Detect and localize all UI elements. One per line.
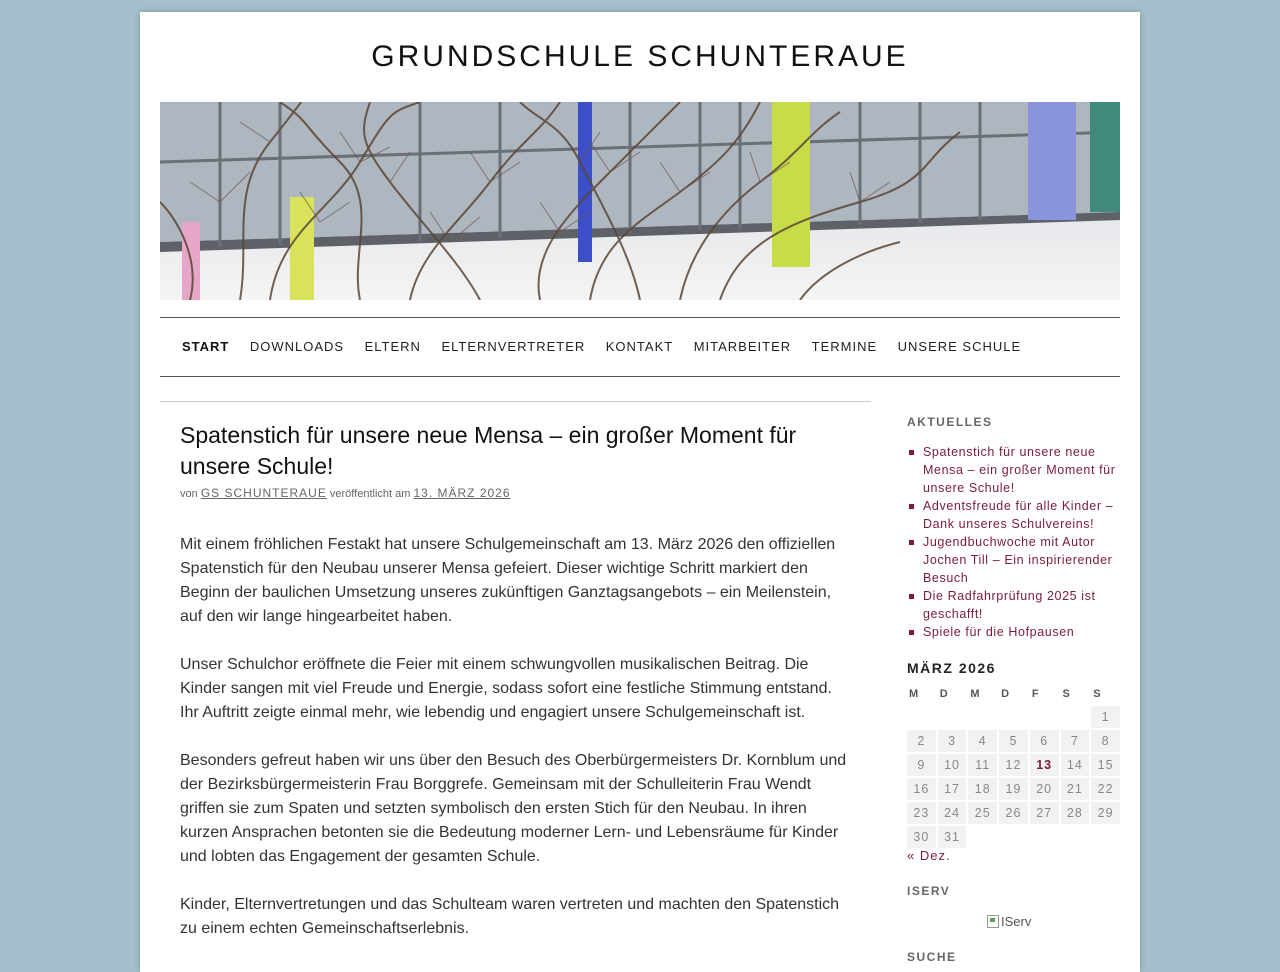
calendar-weekday: S	[1062, 688, 1070, 700]
post-meta	[180, 486, 511, 500]
nav-item-downloads[interactable]: DOWNLOADS	[249, 339, 345, 354]
calendar-day: 22	[1091, 778, 1120, 800]
main-navigation	[160, 317, 1120, 377]
calendar-day: 14	[1061, 754, 1090, 776]
widget-title-iserv: ISERV	[907, 884, 951, 898]
calendar-day: 19	[999, 778, 1028, 800]
calendar-day: 3	[938, 730, 967, 752]
calendar-weekday: M	[970, 688, 980, 700]
post-paragraph: Besonders gefreut haben wir uns über den Besuch des Oberbürgermeisters Dr. Kornblum und der Bezirksbürgermeisterin Frau Borggrefe. Gemeinsam mit der Schulleiterin Frau Wendt griffen sie zum Spaten und setzten symbolisch den ersten Stich für den Neubau. In ihren kurzen Ansprachen betonten sie die Bedeutung moderner Lern- und Lebensräume für Kinder und lobten das Engagement der gesamten Schule.	[180, 752, 847, 865]
calendar-day: 17	[938, 778, 967, 800]
calendar-day: 28	[1061, 802, 1090, 824]
calendar-day: 1	[1091, 706, 1120, 728]
calendar-day: 10	[938, 754, 967, 776]
calendar-empty-cell	[1061, 706, 1090, 728]
calendar-day: 26	[999, 802, 1028, 824]
post-title[interactable]: Spatenstich für unsere neue Mensa – ein großer Moment für unsere Schule!	[180, 422, 797, 479]
calendar-day: 18	[968, 778, 997, 800]
site-title[interactable]: GRUNDSCHULE SCHUNTERAUE	[371, 40, 909, 73]
nav-item-kontakt[interactable]: KONTAKT	[605, 339, 674, 354]
nav-item-mitarbeiter[interactable]: MITARBEITER	[693, 339, 792, 354]
calendar-week-row	[907, 706, 1120, 728]
nav-item-termine[interactable]: TERMINE	[811, 339, 878, 354]
calendar-week-row	[907, 778, 1120, 800]
widget-title-suche: SUCHE	[907, 950, 957, 964]
recent-post-link[interactable]: Spatenstich für unsere neue Mensa – ein großer Moment für unsere Schule!	[907, 443, 1122, 497]
broken-image-icon	[987, 915, 999, 928]
calendar-week-row	[907, 730, 1120, 752]
calendar-day: 7	[1061, 730, 1090, 752]
post-paragraph: Unser Schulchor eröffnete die Feier mit einem schwungvollen musikalischen Beitrag. Die Kinder sangen mit viel Freude und Energie, sodass sofort eine festliche Stimmung entstand. Ihr Auftritt zeigte einmal mehr, wie lebendig und engagiert unsere Schulgemeinschaft ist.	[180, 656, 832, 721]
calendar-day: 21	[1061, 778, 1090, 800]
calendar-weekday: S	[1093, 688, 1101, 700]
recent-post-link[interactable]: Die Radfahrprüfung 2025 ist geschafft!	[907, 587, 1122, 623]
calendar-empty-cell	[938, 706, 967, 728]
content-divider	[160, 401, 871, 402]
meta-published-label: veröffentlicht am	[329, 488, 411, 500]
calendar-day: 11	[968, 754, 997, 776]
post-paragraph: Kinder, Elternvertretungen und das Schulteam waren vertreten und machten den Spatenstich zu einem echten Gemeinschaftserlebnis.	[180, 896, 840, 937]
calendar-day: 6	[1030, 730, 1059, 752]
calendar-day: 8	[1091, 730, 1120, 752]
calendar-week-row	[907, 754, 1120, 776]
calendar-day-link[interactable]: 13	[1030, 754, 1059, 776]
calendar-empty-cell	[968, 706, 997, 728]
calendar-weekday: F	[1031, 688, 1039, 700]
calendar-weekday: D	[1001, 688, 1010, 700]
recent-posts-list	[907, 443, 1122, 641]
calendar-day: 24	[938, 802, 967, 824]
nav-item-eltern[interactable]: ELTERN	[364, 339, 421, 354]
iserv-alt-text: IServ	[1001, 913, 1032, 929]
calendar-day: 12	[999, 754, 1028, 776]
calendar-table	[905, 682, 1122, 850]
nav-item-start[interactable]: START	[182, 339, 230, 354]
calendar-prev-month-link[interactable]: « Dez.	[907, 848, 951, 863]
recent-post-link[interactable]: Spiele für die Hofpausen	[907, 623, 1122, 641]
calendar-day: 27	[1030, 802, 1059, 824]
calendar-weekday: D	[939, 688, 948, 700]
nav-item-unsere-schule[interactable]: UNSERE SCHULE	[897, 339, 1022, 354]
calendar-day: 29	[1091, 802, 1120, 824]
calendar-day: 20	[1030, 778, 1059, 800]
meta-by-label: von	[180, 488, 198, 500]
calendar-day: 23	[907, 802, 936, 824]
calendar-caption: MÄRZ 2026	[907, 660, 996, 676]
calendar-weekday: M	[909, 688, 919, 700]
header-image	[160, 102, 1120, 300]
calendar-day: 15	[1091, 754, 1120, 776]
page-container	[140, 12, 1140, 972]
calendar-empty-cell	[999, 706, 1028, 728]
calendar-empty-cell	[907, 706, 936, 728]
nav-item-elternvertreter[interactable]: ELTERNVERTRETER	[441, 339, 586, 354]
widget-title-aktuelles: AKTUELLES	[907, 415, 993, 429]
calendar-week-row	[907, 802, 1120, 824]
post-body	[180, 533, 850, 965]
recent-post-link[interactable]: Jugendbuchwoche mit Autor Jochen Till – Ein inspirierender Besuch	[907, 533, 1122, 587]
calendar-day: 2	[907, 730, 936, 752]
iserv-image-link[interactable]	[987, 913, 1047, 929]
calendar-empty-cell	[1030, 706, 1059, 728]
post-author-link[interactable]: GS SCHUNTERAUE	[200, 486, 327, 500]
calendar-day: 31	[938, 826, 967, 848]
calendar-day: 25	[968, 802, 997, 824]
post-date-link[interactable]: 13. MÄRZ 2026	[413, 486, 511, 500]
post-paragraph: Mit einem fröhlichen Festakt hat unsere Schulgemeinschaft am 13. März 2026 den offiziellen Spatenstich für den Neubau unserer Mensa gefeiert. Dieser wichtige Schritt markiert den Beginn der baulichen Umsetzung unseres zukünftigen Ganztagsangebots – ein Meilenstein, auf den wir lange hingearbeitet haben.	[180, 536, 836, 625]
calendar-day: 30	[907, 826, 936, 848]
calendar-week-row	[907, 826, 1120, 848]
calendar-day: 5	[999, 730, 1028, 752]
recent-post-link[interactable]: Adventsfreude für alle Kinder – Dank unseres Schulvereins!	[907, 497, 1122, 533]
calendar-day: 16	[907, 778, 936, 800]
calendar-day: 9	[907, 754, 936, 776]
calendar-day: 4	[968, 730, 997, 752]
